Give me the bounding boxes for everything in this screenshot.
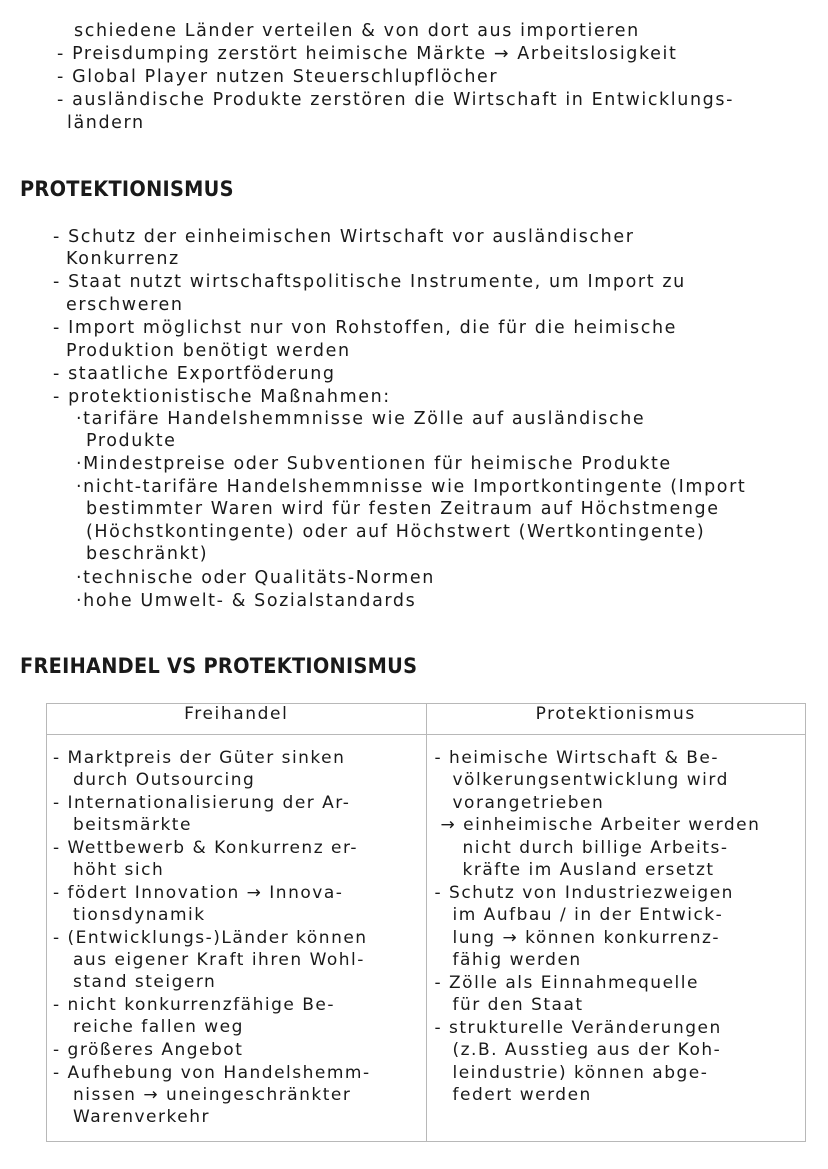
- comparison-table: [46, 703, 806, 1142]
- cell-line: für den Staat: [452, 995, 584, 1015]
- list-item: - staatliche Exportföderung: [53, 364, 336, 384]
- cell-line: - Schutz von Industriezweigen: [434, 883, 734, 903]
- cell-line: höht sich: [73, 860, 165, 880]
- intro-line: schiedene Länder verteilen & von dort aus importieren: [74, 21, 640, 41]
- sub-list-item: Produkte: [86, 431, 177, 451]
- sub-list-item: ·Mindestpreise oder Subventionen für heimische Produkte: [76, 454, 672, 474]
- cell-line: vorangetrieben: [452, 793, 605, 813]
- sub-list-item: ·hohe Umwelt- & Sozialstandards: [76, 591, 417, 611]
- list-item: - protektionistische Maßnahmen:: [53, 387, 391, 407]
- protektionismus-cell: [426, 735, 806, 1142]
- cell-line: nissen → uneingeschränkter: [73, 1085, 352, 1105]
- cell-line: leindustrie) können abge-: [452, 1063, 709, 1083]
- cell-line: tionsdynamik: [73, 905, 206, 925]
- cell-line: beitsmärkte: [73, 815, 192, 835]
- table-header-row: [47, 704, 806, 735]
- cell-line: - größeres Angebot: [53, 1040, 244, 1060]
- sub-list-item: ·nicht-tarifäre Handelshemmnisse wie Importkontingente (Import: [76, 477, 747, 497]
- cell-line: - Marktpreis der Güter sinken: [53, 748, 346, 768]
- sub-list-item: (Höchstkontingente) oder auf Höchstwert (Wertkontingente): [86, 522, 706, 542]
- freihandel-cell: [47, 735, 427, 1142]
- cell-line: stand steigern: [73, 972, 217, 992]
- cell-line: fähig werden: [452, 950, 582, 970]
- cell-line: - nicht konkurrenzfähige Be-: [53, 995, 336, 1015]
- intro-line: ländern: [67, 113, 145, 133]
- list-item: erschweren: [66, 295, 184, 315]
- cell-line: - heimische Wirtschaft & Be-: [434, 748, 719, 768]
- cell-line: aus eigener Kraft ihren Wohl-: [73, 950, 365, 970]
- cell-line: Warenverkehr: [73, 1107, 210, 1127]
- section-heading-protektionismus: PROTEKTIONISMUS: [20, 177, 234, 201]
- section-heading-vergleich: FREIHANDEL VS PROTEKTIONISMUS: [20, 654, 418, 678]
- cell-line: - Aufhebung von Handelshemm-: [53, 1063, 371, 1083]
- cell-line: - strukturelle Veränderungen: [434, 1018, 722, 1038]
- cell-line: - Wettbewerb & Konkurrenz er-: [53, 838, 359, 858]
- sub-list-item: beschränkt): [86, 544, 209, 564]
- cell-line: federt werden: [452, 1085, 592, 1105]
- list-item: Produktion benötigt werden: [66, 341, 351, 361]
- cell-line: reiche fallen weg: [73, 1017, 244, 1037]
- list-item: - Staat nutzt wirtschaftspolitische Instrumente, um Import zu: [53, 272, 686, 292]
- intro-line: - Global Player nutzen Steuerschlupflöcher: [57, 67, 499, 87]
- sub-list-item: ·technische oder Qualitäts-Normen: [76, 568, 435, 588]
- cell-line: - födert Innovation → Innova-: [53, 883, 344, 903]
- intro-line: - Preisdumping zerstört heimische Märkte → Arbeitslosigkeit: [57, 44, 678, 64]
- cell-line: - Internationalisierung der Ar-: [53, 793, 351, 813]
- cell-line: nicht durch billige Arbeits-: [462, 838, 729, 858]
- intro-line: - ausländische Produkte zerstören die Wirtschaft in Entwicklungs-: [57, 90, 734, 110]
- list-item: Konkurrenz: [66, 249, 180, 269]
- cell-line: durch Outsourcing: [73, 770, 256, 790]
- cell-line: (z.B. Ausstieg aus der Koh-: [452, 1040, 722, 1060]
- column-header-freihandel: Freihandel: [47, 704, 427, 735]
- cell-line: kräfte im Ausland ersetzt: [462, 860, 715, 880]
- cell-line: völkerungsentwicklung wird: [452, 770, 729, 790]
- sub-list-item: ·tarifäre Handelshemmnisse wie Zölle auf ausländische: [76, 409, 646, 429]
- table-row: [47, 735, 806, 1142]
- cell-line: → einheimische Arbeiter werden: [440, 815, 761, 835]
- cell-line: lung → können konkurrenz-: [452, 928, 721, 948]
- list-item: - Schutz der einheimischen Wirtschaft vor ausländischer: [53, 227, 635, 247]
- cell-line: - Zölle als Einnahmequelle: [434, 973, 699, 993]
- cell-line: - (Entwicklungs-)Länder können: [53, 928, 368, 948]
- column-header-protektionismus: Protektionismus: [426, 704, 806, 735]
- cell-line: im Aufbau / in der Entwick-: [452, 905, 724, 925]
- list-item: - Import möglichst nur von Rohstoffen, die für die heimische: [53, 318, 678, 338]
- sub-list-item: bestimmter Waren wird für festen Zeitraum auf Höchstmenge: [86, 499, 720, 519]
